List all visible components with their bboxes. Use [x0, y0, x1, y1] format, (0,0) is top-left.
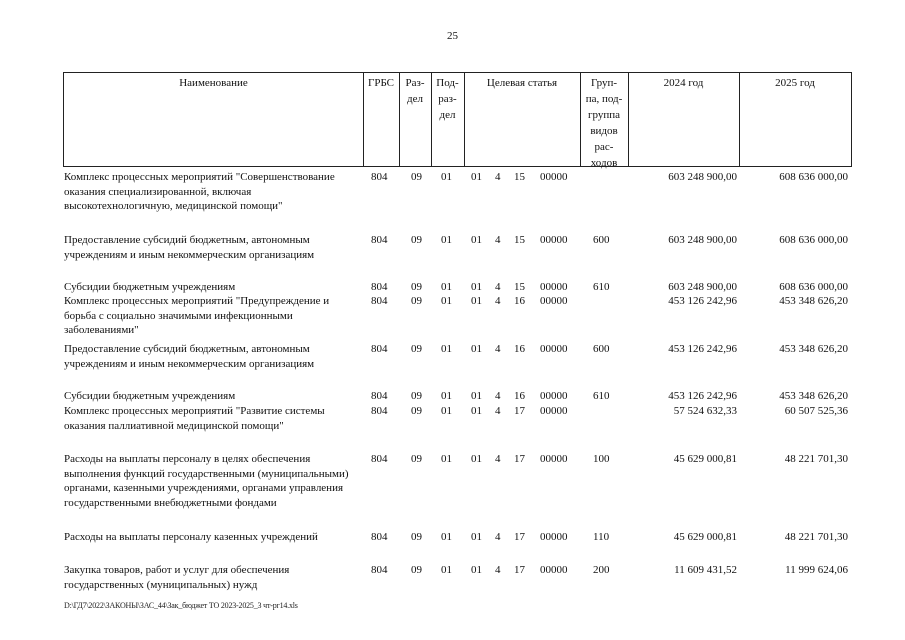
- row-target-1: 01: [471, 295, 482, 307]
- row-target-1: 01: [471, 531, 482, 543]
- row-target-2: 4: [495, 405, 501, 417]
- row-target-3: 17: [514, 531, 525, 543]
- row-razdel: 09: [411, 171, 422, 183]
- header-name: Наименование: [179, 77, 248, 89]
- row-target-3: 15: [514, 171, 525, 183]
- row-2025: 608 636 000,00: [779, 234, 848, 246]
- header-podrazdel-line: дел: [439, 109, 456, 121]
- row-razdel: 09: [411, 295, 422, 307]
- row-grbs: 804: [371, 564, 388, 576]
- row-target-2: 4: [495, 453, 501, 465]
- row-target-4: 00000: [540, 390, 568, 402]
- row-podrazdel: 01: [441, 390, 452, 402]
- row-target-2: 4: [495, 390, 501, 402]
- row-target-1: 01: [471, 234, 482, 246]
- row-target-3: 16: [514, 295, 525, 307]
- row-target-3: 16: [514, 343, 525, 355]
- row-target-3: 15: [514, 234, 525, 246]
- row-target-1: 01: [471, 405, 482, 417]
- row-2025: 453 348 626,20: [779, 390, 848, 402]
- row-name: Комплекс процессных мероприятий "Предупреждение и борьба с социально значимыми инфекционными заболеваниями": [64, 295, 330, 336]
- row-razdel: 09: [411, 564, 422, 576]
- row-target-2: 4: [495, 531, 501, 543]
- row-target-2: 4: [495, 171, 501, 183]
- row-target-1: 01: [471, 390, 482, 402]
- row-target-4: 00000: [540, 564, 568, 576]
- row-2024: 453 126 242,96: [668, 295, 737, 307]
- header-2025: 2025 год: [775, 77, 815, 89]
- row-target-3: 15: [514, 281, 525, 293]
- row-2025: 453 348 626,20: [779, 343, 848, 355]
- row-2024: 603 248 900,00: [668, 171, 737, 183]
- row-name: Комплекс процессных мероприятий "Совершенствование оказания специализированной, включая высокотехнологичную, медицинской помощи": [64, 171, 335, 212]
- row-group: 100: [593, 453, 610, 465]
- row-podrazdel: 01: [441, 531, 452, 543]
- row-name: Расходы на выплаты персоналу в целях обеспечения выполнения функций государственными (муниципальными) органами, казенными учреждениями, органами управления государственными внебюджетными фондами: [64, 453, 349, 509]
- table-header: [63, 72, 852, 167]
- row-target-4: 00000: [540, 234, 568, 246]
- row-target-2: 4: [495, 564, 501, 576]
- row-2025: 60 507 525,36: [784, 405, 848, 417]
- row-2025: 11 999 624,06: [785, 564, 848, 576]
- header-podrazdel: [431, 73, 464, 166]
- header-group-line: па, под-: [585, 93, 623, 105]
- row-grbs: 804: [371, 343, 388, 355]
- row-group: 610: [593, 281, 610, 293]
- row-razdel: 09: [411, 405, 422, 417]
- row-2025: 48 221 701,30: [784, 531, 848, 543]
- row-target-2: 4: [495, 295, 501, 307]
- row-2025: 608 636 000,00: [779, 281, 848, 293]
- row-target-3: 16: [514, 390, 525, 402]
- row-target-4: 00000: [540, 531, 568, 543]
- row-razdel: 09: [411, 343, 422, 355]
- row-target-2: 4: [495, 281, 501, 293]
- row-grbs: 804: [371, 453, 388, 465]
- row-name: Субсидии бюджетным учреждениям: [64, 390, 236, 402]
- row-razdel: 09: [411, 281, 422, 293]
- row-target-1: 01: [471, 564, 482, 576]
- row-name: Расходы на выплаты персоналу казенных учреждений: [64, 531, 318, 543]
- row-2024: 453 126 242,96: [668, 390, 737, 402]
- row-podrazdel: 01: [441, 295, 452, 307]
- row-podrazdel: 01: [441, 564, 452, 576]
- row-grbs: 804: [371, 281, 388, 293]
- row-2024: 45 629 000,81: [673, 531, 737, 543]
- row-group: 110: [593, 531, 610, 543]
- row-2024: 603 248 900,00: [668, 281, 737, 293]
- row-podrazdel: 01: [441, 343, 452, 355]
- header-target: Целевая статья: [486, 77, 558, 89]
- row-target-1: 01: [471, 453, 482, 465]
- row-razdel: 09: [411, 531, 422, 543]
- header-group-line: рас-: [594, 141, 614, 153]
- row-group: 200: [593, 564, 610, 576]
- row-grbs: 804: [371, 531, 388, 543]
- row-target-1: 01: [471, 343, 482, 355]
- row-target-4: 00000: [540, 295, 568, 307]
- row-grbs: 804: [371, 390, 388, 402]
- header-group: [580, 73, 628, 169]
- row-podrazdel: 01: [441, 405, 452, 417]
- header-podrazdel-line: Под-: [436, 77, 459, 89]
- row-name: Предоставление субсидий бюджетным, автономным учреждениям и иным некоммерческим организациям: [64, 343, 315, 370]
- row-grbs: 804: [371, 171, 388, 183]
- row-name: Закупка товаров, работ и услуг для обеспечения государственных (муниципальных) нужд: [64, 564, 290, 591]
- row-group: 600: [593, 343, 610, 355]
- row-podrazdel: 01: [441, 281, 452, 293]
- row-razdel: 09: [411, 390, 422, 402]
- row-grbs: 804: [371, 295, 388, 307]
- row-target-1: 01: [471, 281, 482, 293]
- header-group-line: Груп-: [590, 77, 618, 89]
- row-group: 610: [593, 390, 610, 402]
- header-razdel-line: дел: [407, 93, 423, 105]
- row-target-4: 00000: [540, 171, 568, 183]
- header-podrazdel-line: раз-: [438, 93, 457, 105]
- row-target-4: 00000: [540, 343, 568, 355]
- row-2024: 603 248 900,00: [668, 234, 737, 246]
- row-podrazdel: 01: [441, 234, 452, 246]
- row-2025: 608 636 000,00: [779, 171, 848, 183]
- page-number: 25: [447, 30, 458, 42]
- row-2024: 453 126 242,96: [668, 343, 737, 355]
- row-2025: 453 348 626,20: [779, 295, 848, 307]
- footer-file-path: D:\ГД7\2022\ЗАКОНЫ\ЗАС_44\Зак_бюджет ТО 2023-2025_3 чт-рг14.xls: [64, 601, 298, 610]
- header-razdel: [399, 73, 431, 166]
- row-target-4: 00000: [540, 453, 568, 465]
- header-group-line: группа: [587, 109, 621, 121]
- row-name: Комплекс процессных мероприятий "Развитие системы оказания паллиативной медицинской помощи": [64, 405, 325, 432]
- row-podrazdel: 01: [441, 453, 452, 465]
- row-target-3: 17: [514, 453, 525, 465]
- header-group-line: видов: [590, 125, 618, 137]
- row-name: Субсидии бюджетным учреждениям: [64, 281, 236, 293]
- header-2024: 2024 год: [663, 77, 704, 89]
- row-2025: 48 221 701,30: [784, 453, 848, 465]
- row-podrazdel: 01: [441, 171, 452, 183]
- header-razdel-line: Раз-: [405, 77, 425, 89]
- row-target-3: 17: [514, 564, 525, 576]
- row-target-2: 4: [495, 343, 501, 355]
- row-2024: 11 609 431,52: [674, 564, 737, 576]
- row-grbs: 804: [371, 234, 388, 246]
- header-grbs: ГРБС: [367, 77, 395, 89]
- row-target-3: 17: [514, 405, 525, 417]
- row-group: 600: [593, 234, 610, 246]
- row-name: Предоставление субсидий бюджетным, автономным учреждениям и иным некоммерческим организациям: [64, 234, 315, 261]
- header-group-line: ходов: [590, 157, 618, 169]
- row-target-4: 00000: [540, 281, 568, 293]
- row-grbs: 804: [371, 405, 388, 417]
- row-target-2: 4: [495, 234, 501, 246]
- row-2024: 57 524 632,33: [673, 405, 737, 417]
- row-2024: 45 629 000,81: [673, 453, 737, 465]
- row-razdel: 09: [411, 453, 422, 465]
- row-razdel: 09: [411, 234, 422, 246]
- row-target-4: 00000: [540, 405, 568, 417]
- row-target-1: 01: [471, 171, 482, 183]
